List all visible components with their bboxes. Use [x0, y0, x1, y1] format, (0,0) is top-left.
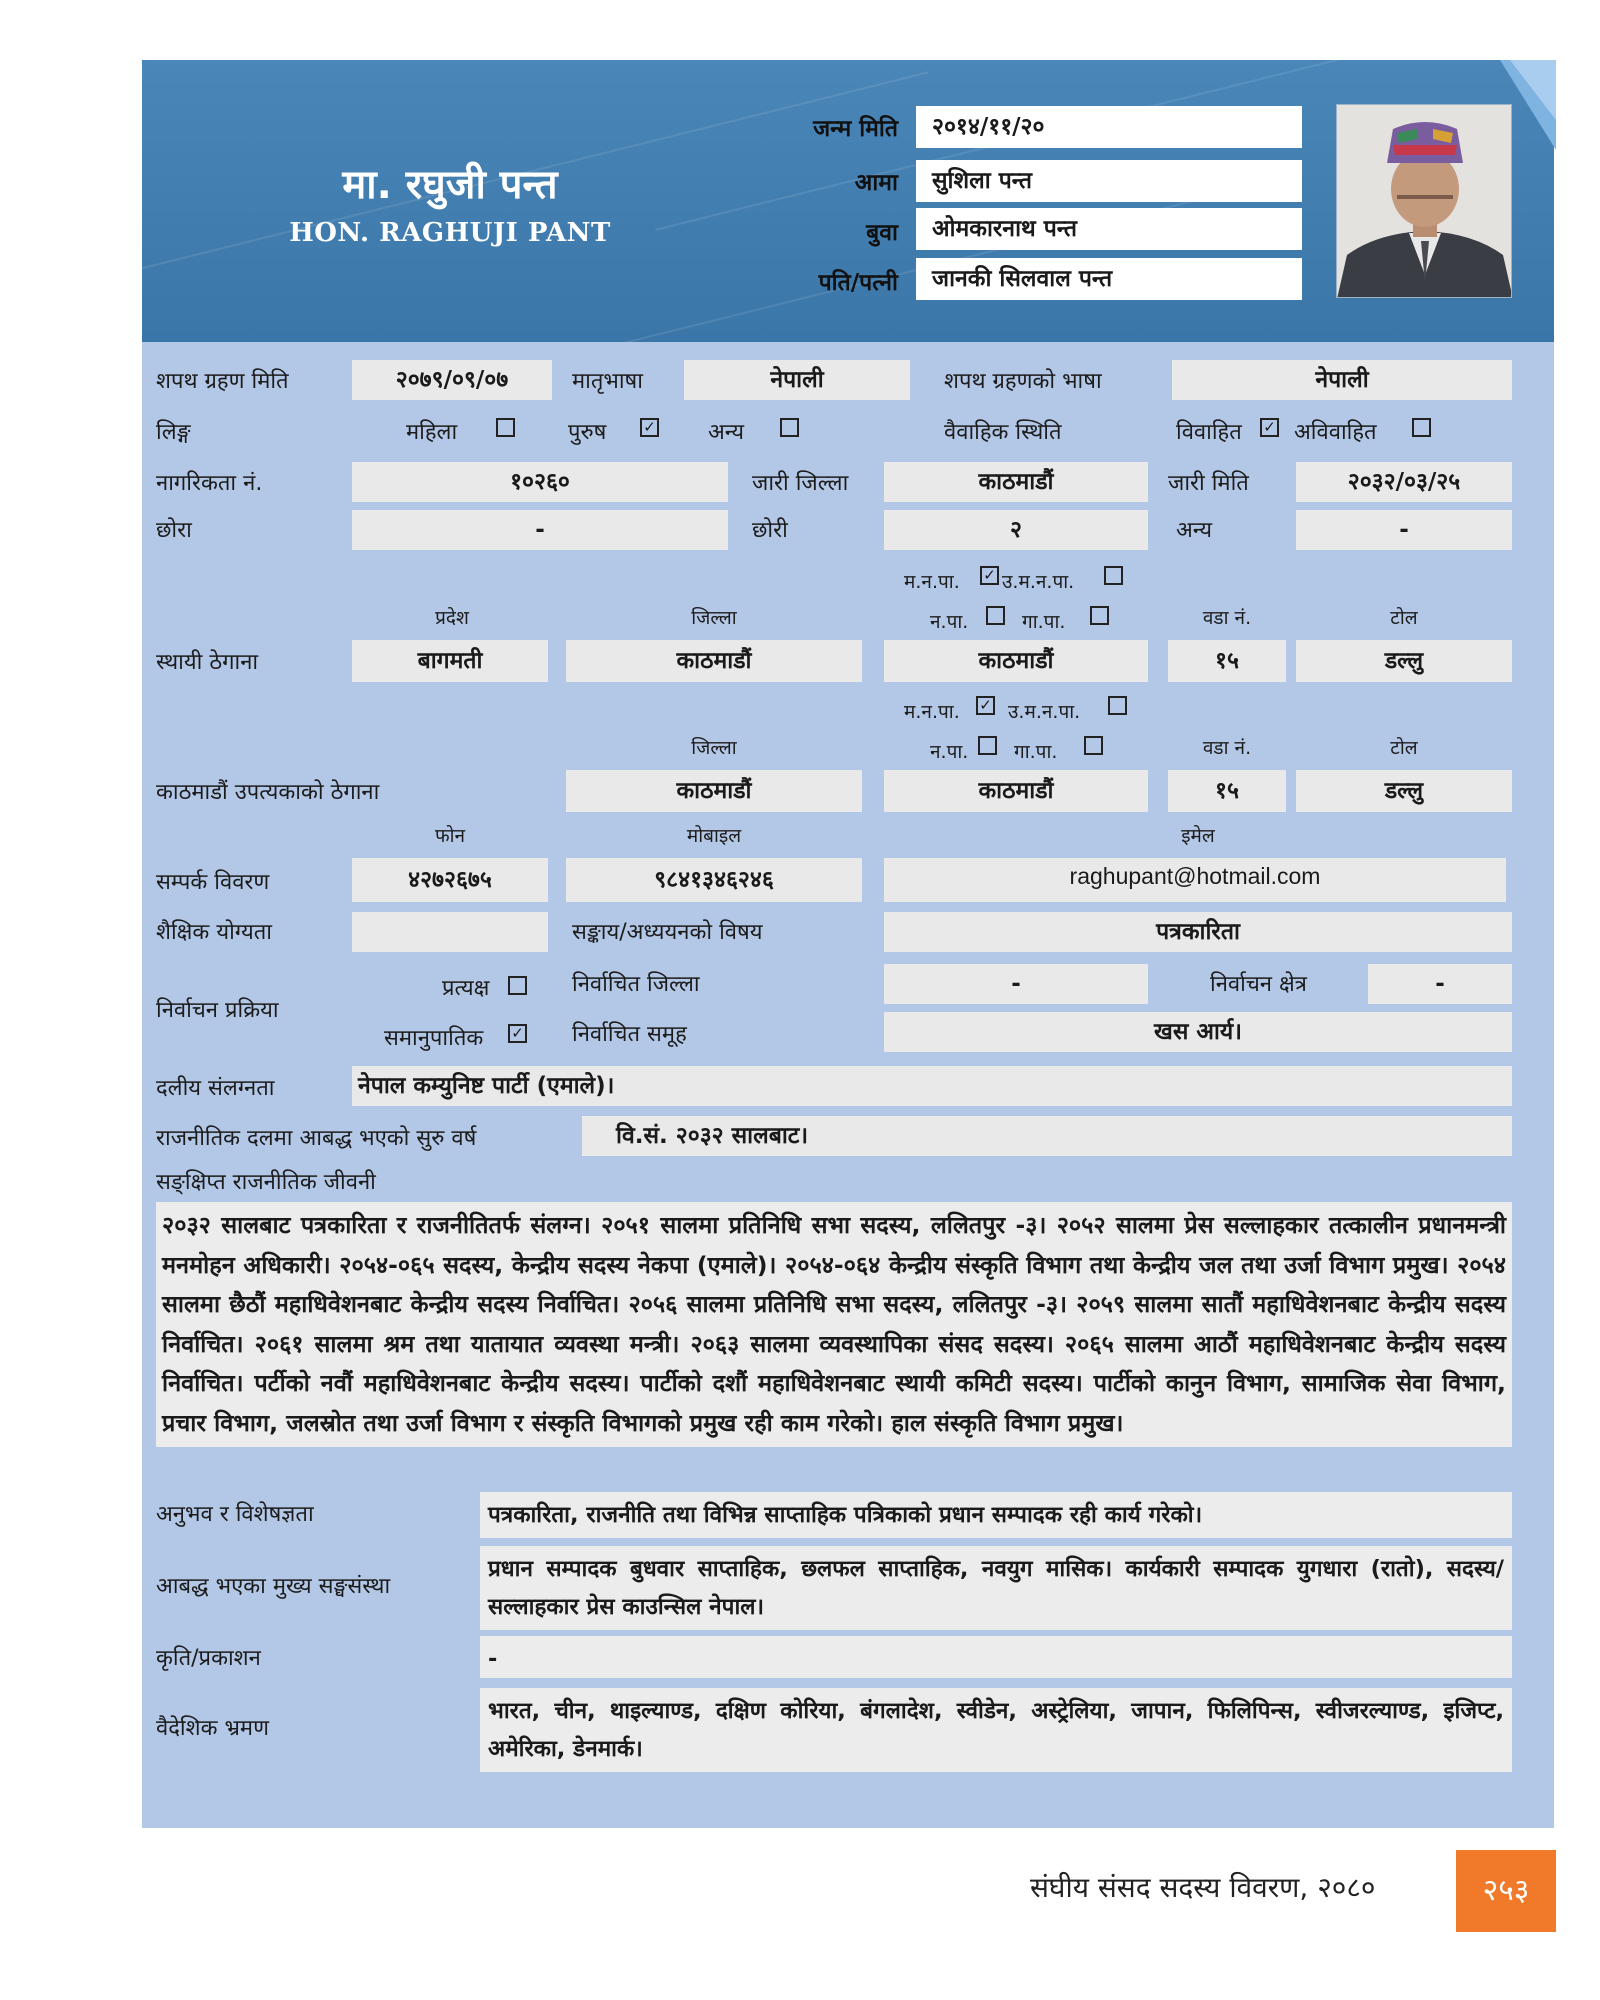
- valley-np-checkbox[interactable]: [978, 736, 997, 755]
- gender-other-checkbox[interactable]: [780, 418, 799, 437]
- daughters-label: छोरी: [752, 518, 788, 543]
- citizenship-number-label: नागरिकता नं.: [156, 471, 263, 496]
- direct-election-label: प्रत्यक्ष: [442, 976, 490, 1001]
- elected-group-label: निर्वाचित समूह: [572, 1022, 687, 1047]
- umnp-label: उ.म.न.पा.: [1002, 571, 1075, 593]
- issue-date-label: जारी मिति: [1168, 471, 1249, 496]
- study-subject-label: सङ्काय/अध्ययनको विषय: [572, 920, 763, 945]
- valley-np-label: न.पा.: [930, 741, 969, 763]
- sons-label: छोरा: [156, 518, 192, 543]
- valley-umnp-label: उ.म.न.पा.: [1008, 701, 1081, 723]
- proportional-election-checkbox[interactable]: ✓: [508, 1024, 527, 1043]
- father-value: ओमकारनाथ पन्त: [916, 208, 1302, 250]
- birth-date-value: २०१४/११/२०: [916, 106, 1302, 148]
- organizations-value: प्रधान सम्पादक बुधवार साप्ताहिक, छलफल साप्ताहिक, नवयुग मासिक। कार्यकारी सम्पादक युगधारा (रातो), सदस्य/सल्लाहकार प्रेस काउन्सिल नेपाल।: [480, 1546, 1512, 1630]
- valley-gp-label: गा.पा.: [1014, 741, 1058, 763]
- valley-tole-label: टोल: [1390, 737, 1418, 759]
- gender-female-checkbox[interactable]: [496, 418, 515, 437]
- valley-mnp-label: म.न.पा.: [904, 701, 960, 723]
- party-affiliation-label: दलीय संलग्नता: [156, 1076, 275, 1101]
- valley-municipality-value: काठमाडौं: [884, 770, 1148, 812]
- organizations-label: आबद्ध भएका मुख्य सङ्घसंस्था: [156, 1574, 391, 1599]
- member-name-nepali: मा. रघुजी पन्त: [342, 162, 558, 208]
- email-value: raghupant@hotmail.com: [884, 858, 1506, 902]
- elected-district-label: निर्वाचित जिल्ला: [572, 972, 700, 997]
- valley-ward-value: १५: [1168, 770, 1286, 812]
- valley-mnp-checkbox[interactable]: ✓: [976, 696, 995, 715]
- member-photo: [1336, 104, 1512, 298]
- issue-district-label: जारी जिल्ला: [752, 471, 849, 496]
- elected-district-value: -: [884, 964, 1148, 1004]
- election-process-label: निर्वाचन प्रक्रिया: [156, 998, 279, 1023]
- oath-date-value: २०७९/०९/०७: [352, 360, 552, 400]
- mother-value: सुशिला पन्त: [916, 160, 1302, 202]
- spouse-value: जानकी सिलवाल पन्त: [916, 258, 1302, 300]
- mother-label: आमा: [854, 170, 898, 196]
- province-label: प्रदेश: [435, 607, 469, 629]
- permanent-tole-label: टोल: [1390, 607, 1418, 629]
- issue-date-value: २०३२/०३/२५: [1296, 462, 1512, 502]
- experience-label: अनुभव र विशेषज्ञता: [156, 1502, 314, 1527]
- contact-details-label: सम्पर्क विवरण: [156, 870, 270, 895]
- publications-value: -: [480, 1636, 1512, 1678]
- permanent-gp-checkbox[interactable]: [1090, 606, 1109, 625]
- valley-address-label: काठमाडौं उपत्यकाको ठेगाना: [156, 780, 380, 805]
- other-children-value: -: [1296, 510, 1512, 550]
- permanent-district-label: जिल्ला: [691, 607, 737, 629]
- gender-male-checkbox[interactable]: ✓: [640, 418, 659, 437]
- study-subject-value: पत्रकारिता: [884, 912, 1512, 952]
- page-number: २५३: [1456, 1850, 1556, 1932]
- publications-label: कृति/प्रकाशन: [156, 1646, 261, 1671]
- gender-female-label: महिला: [406, 420, 458, 445]
- mother-tongue-value: नेपाली: [684, 360, 910, 400]
- father-label: बुवा: [866, 220, 898, 246]
- gender-male-label: पुरुष: [568, 420, 607, 445]
- valley-ward-label: वडा नं.: [1202, 737, 1252, 759]
- gender-other-label: अन्य: [708, 420, 745, 445]
- province-value: बागमती: [352, 640, 548, 682]
- party-affiliation-value: नेपाल कम्युनिष्ट पार्टी (एमाले)।: [352, 1066, 1512, 1106]
- sons-value: -: [352, 510, 728, 550]
- mnp-label: म.न.पा.: [904, 571, 960, 593]
- footer-title: संघीय संसद सदस्य विवरण, २०८०: [1030, 1871, 1376, 1904]
- unmarried-checkbox[interactable]: [1412, 418, 1431, 437]
- political-bio-text: २०३२ सालबाट पत्रकारिता र राजनीतितर्फ संलग्न। २०५१ सालमा प्रतिनिधि सभा सदस्य, ललितपुर -३। २०५२ सालमा प्रेस सल्लाहकार तत्कालीन प्रधानमन्त्री मनमोहन अधिकारी। २०५४-०६५ सदस्य, केन्द्रीय सदस्य नेकपा (एमाले)। २०५४-०६४ केन्द्रीय संस्कृति विभाग तथा केन्द्रीय जल तथा उर्जा विभाग प्रमुख। २०५४ सालमा छैठौं महाधिवेशनबाट केन्द्रीय सदस्य निर्वाचित। २०५६ सालमा प्रतिनिधि सभा सदस्य, ललितपुर -३। २०५९ सालमा सातौं महाधिवेशनबाट केन्द्रीय सदस्य निर्वाचित। २०६१ सालमा श्रम तथा यातायात व्यवस्था मन्त्री। २०६३ सालमा व्यवस्थापिका संसद सदस्य। २०६५ सालमा आठौं महाधिवेशनबाट केन्द्रीय सदस्य निर्वाचित। पर्टीको नवौं महाधिवेशनबाट केन्द्रीय सदस्य। पार्टीको दशौं महाधिवेशनबाट स्थायी कमिटी सदस्य। पार्टीको कानुन विभाग, सामाजिक सेवा विभाग, प्रचार विभाग, जलस्रोत तथा उर्जा विभाग र संस्कृति विभागको प्रमुख रही काम गरेको। हाल संस्कृति विभाग प्रमुख।: [156, 1202, 1512, 1447]
- valley-tole-value: डल्लु: [1296, 770, 1512, 812]
- party-start-year-label: राजनीतिक दलमा आबद्ध भएको सुरु वर्ष: [156, 1126, 477, 1151]
- oath-date-label: शपथ ग्रहण मिति: [156, 369, 289, 394]
- phone-value: ४२७२६७५: [352, 858, 548, 902]
- permanent-umnp-checkbox[interactable]: [1104, 566, 1123, 585]
- foreign-travel-value: भारत, चीन, थाइल्याण्ड, दक्षिण कोरिया, बंगलादेश, स्वीडेन, अस्ट्रेलिया, जापान, फिलिपिन्स, स्वीजरल्याण्ड, इजिप्ट, अमेरिका, डेनमार्क।: [480, 1688, 1512, 1772]
- permanent-district-value: काठमाडौं: [566, 640, 862, 682]
- permanent-municipality-value: काठमाडौं: [884, 640, 1148, 682]
- permanent-np-checkbox[interactable]: [986, 606, 1005, 625]
- constituency-value: -: [1368, 964, 1512, 1004]
- foreign-travel-label: वैदेशिक भ्रमण: [156, 1716, 269, 1741]
- valley-district-value: काठमाडौं: [566, 770, 862, 812]
- other-children-label: अन्य: [1176, 518, 1213, 543]
- education-label: शैक्षिक योग्यता: [156, 920, 272, 945]
- valley-umnp-checkbox[interactable]: [1108, 696, 1127, 715]
- permanent-ward-label: वडा नं.: [1202, 607, 1252, 629]
- political-bio-label: सङ्क्षिप्त राजनीतिक जीवनी: [156, 1170, 376, 1195]
- proportional-election-label: समानुपातिक: [384, 1026, 484, 1051]
- birth-date-label: जन्म मिति: [813, 116, 898, 142]
- education-value: [352, 912, 548, 952]
- oath-language-label: शपथ ग्रहणको भाषा: [944, 369, 1102, 394]
- unmarried-label: अविवाहित: [1294, 420, 1377, 445]
- email-label: इमेल: [1181, 825, 1215, 847]
- marital-status-label: वैवाहिक स्थिति: [944, 420, 1062, 445]
- experience-value: पत्रकारिता, राजनीति तथा विभिन्न साप्ताहिक पत्रिकाको प्रधान सम्पादक रही कार्य गरेको।: [480, 1492, 1512, 1538]
- daughters-value: २: [884, 510, 1148, 550]
- constituency-label: निर्वाचन क्षेत्र: [1210, 972, 1307, 997]
- gp-label: गा.पा.: [1022, 611, 1066, 633]
- mobile-value: ९८४१३४६२४६: [566, 858, 862, 902]
- np-label: न.पा.: [930, 611, 969, 633]
- phone-label: फोन: [434, 825, 466, 847]
- permanent-tole-value: डल्लु: [1296, 640, 1512, 682]
- oath-language-value: नेपाली: [1172, 360, 1512, 400]
- permanent-address-label: स्थायी ठेगाना: [156, 650, 259, 675]
- mother-tongue-label: मातृभाषा: [572, 369, 643, 394]
- elected-group-value: खस आर्य।: [884, 1012, 1512, 1052]
- permanent-mnp-checkbox[interactable]: ✓: [980, 566, 999, 585]
- married-label: विवाहित: [1176, 420, 1242, 445]
- permanent-ward-value: १५: [1168, 640, 1286, 682]
- valley-district-label: जिल्ला: [691, 737, 737, 759]
- gender-label: लिङ्ग: [156, 420, 191, 445]
- valley-gp-checkbox[interactable]: [1084, 736, 1103, 755]
- citizenship-number-value: १०२६०: [352, 462, 728, 502]
- mobile-label: मोबाइल: [686, 825, 742, 847]
- married-checkbox[interactable]: ✓: [1260, 418, 1279, 437]
- spouse-label: पति/पत्नी: [818, 270, 898, 296]
- party-start-year-value: वि.सं. २०३२ सालबाट।: [582, 1116, 1512, 1156]
- member-name-english: HON. RAGHUJI PANT: [289, 218, 611, 248]
- issue-district-value: काठमाडौं: [884, 462, 1148, 502]
- direct-election-checkbox[interactable]: [508, 976, 527, 995]
